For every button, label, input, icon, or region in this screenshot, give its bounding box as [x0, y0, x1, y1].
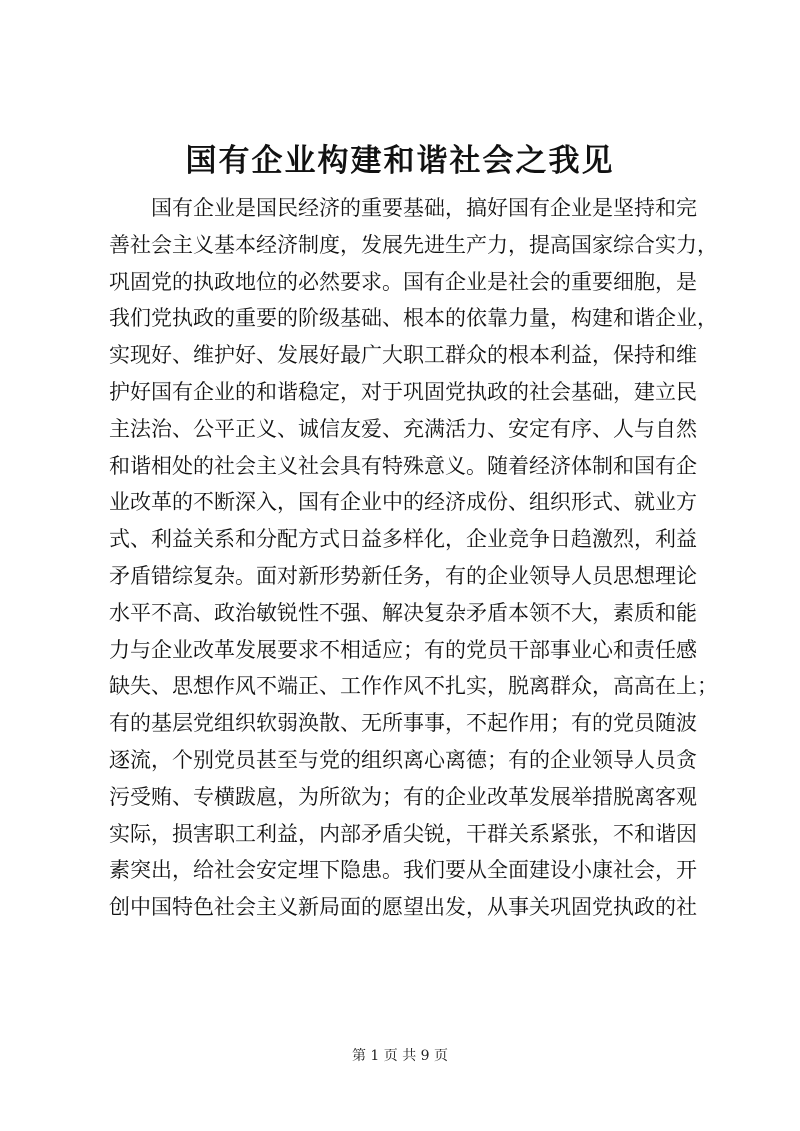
- paragraph-line: 实际，损害职工利益，内部矛盾尖锐，干群关系紧张，不和谐因: [109, 821, 697, 846]
- paragraph-line: 善社会主义基本经济制度，发展先进生产力，提高国家综合实力，: [109, 232, 718, 257]
- paragraph-line: 水平不高、政治敏锐性不强、解决复杂矛盾本领不大，素质和能: [109, 600, 697, 625]
- paragraph-line: 实现好、维护好、发展好最广大职工群众的根本利益，保持和维: [109, 343, 697, 368]
- paragraph-line: 巩固党的执政地位的必然要求。国有企业是社会的重要细胞，是: [109, 269, 697, 294]
- paragraph-line: 我们党执政的重要的阶级基础、根本的依靠力量，构建和谐企业，: [109, 306, 718, 331]
- page-indicator: 第 1 页 共 9 页: [351, 1048, 449, 1064]
- paragraph-line: 业改革的不断深入，国有企业中的经济成份、组织形式、就业方: [109, 490, 697, 515]
- paragraph-line: 缺失、思想作风不端正、工作作风不扎实，脱离群众，高高在上；: [109, 674, 718, 699]
- paragraph-line: 素突出，给社会安定埋下隐患。我们要从全面建设小康社会，开: [109, 858, 697, 883]
- paragraph-line: 力与企业改革发展要求不相适应；有的党员干部事业心和责任感: [109, 637, 697, 662]
- paragraph-line: 污受贿、专横跋扈，为所欲为；有的企业改革发展举措脱离客观: [109, 784, 697, 809]
- paragraph-line: 有的基层党组织软弱涣散、无所事事，不起作用；有的党员随波: [109, 711, 697, 736]
- paragraph-line: 护好国有企业的和谐稳定，对于巩固党执政的社会基础，建立民: [109, 379, 697, 404]
- paragraph-line: 主法治、公平正义、诚信友爱、充满活力、安定有序、人与自然: [109, 416, 697, 441]
- paragraph-line: 创中国特色社会主义新局面的愿望出发，从事关巩固党执政的社: [109, 895, 697, 920]
- body-paragraph: [109, 190, 718, 926]
- paragraph-line: 式、利益关系和分配方式日益多样化，企业竞争日趋激烈，利益: [109, 527, 697, 552]
- paragraph-line: 矛盾错综复杂。面对新形势新任务，有的企业领导人员思想理论: [109, 563, 697, 588]
- paragraph-line: 国有企业是国民经济的重要基础，搞好国有企业是坚持和完: [151, 196, 697, 220]
- paragraph-line: 和谐相处的社会主义社会具有特殊意义。随着经济体制和国有企: [109, 453, 697, 478]
- paragraph-line: 逐流，个别党员甚至与党的组织离心离德；有的企业领导人员贪: [109, 747, 697, 772]
- page-title: 国有企业构建和谐社会之我见: [185, 143, 615, 179]
